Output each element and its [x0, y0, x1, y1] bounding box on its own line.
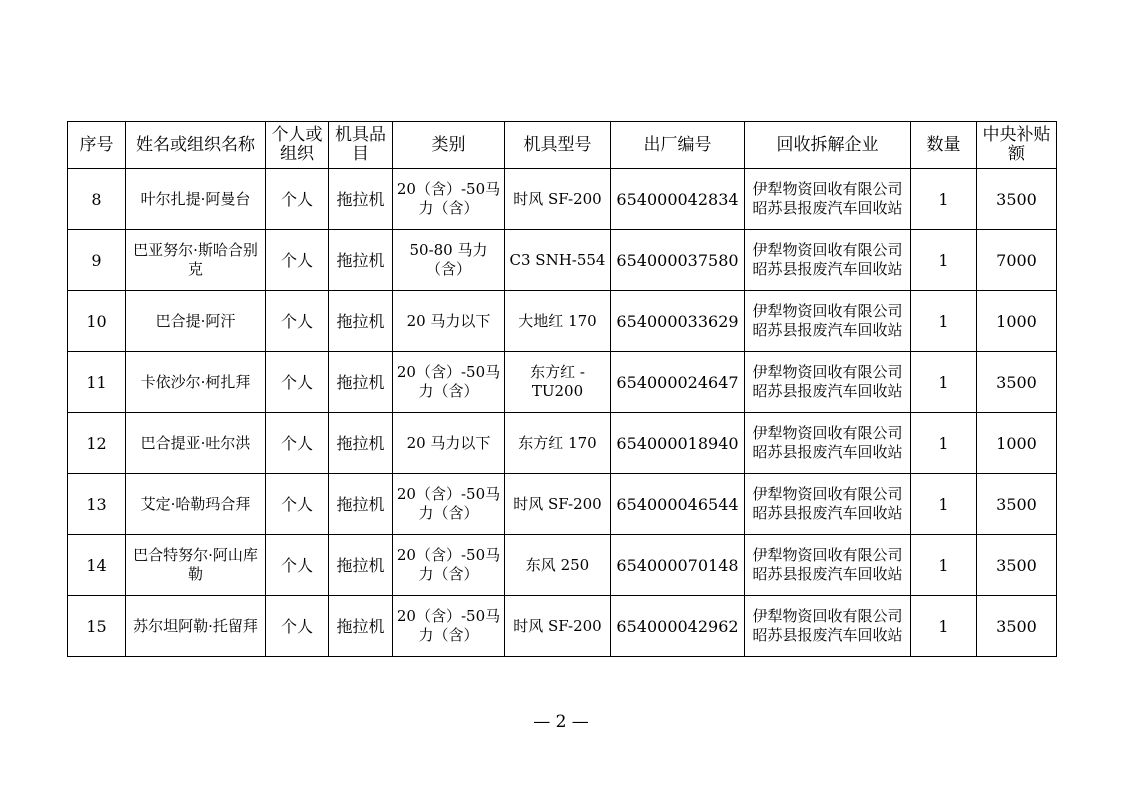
- cell-company: 伊犁物资回收有限公司昭苏县报废汽车回收站: [745, 535, 911, 596]
- header-qty: 数量: [911, 122, 977, 169]
- cell-company: 伊犁物资回收有限公司昭苏县报废汽车回收站: [745, 352, 911, 413]
- cell-seq: 13: [68, 474, 126, 535]
- cell-seq: 10: [68, 291, 126, 352]
- cell-category: 20（含）-50马力（含）: [393, 535, 505, 596]
- cell-subsidy: 3500: [977, 352, 1057, 413]
- cell-category: 50-80 马力（含）: [393, 230, 505, 291]
- cell-serial: 654000018940: [611, 413, 745, 474]
- table-header-row: [68, 122, 1057, 169]
- header-serial: 出厂编号: [611, 122, 745, 169]
- cell-qty: 1: [911, 413, 977, 474]
- cell-model: 东方红 170: [505, 413, 611, 474]
- page-number: — 2 —: [533, 712, 589, 732]
- cell-name: 巴合特努尔·阿山库勒: [126, 535, 266, 596]
- cell-name: 艾定·哈勒玛合拜: [126, 474, 266, 535]
- cell-name: 巴合提·阿汗: [126, 291, 266, 352]
- cell-seq: 11: [68, 352, 126, 413]
- cell-item: 拖拉机: [329, 474, 393, 535]
- cell-subsidy: 7000: [977, 230, 1057, 291]
- cell-model: 东风 250: [505, 535, 611, 596]
- cell-item: 拖拉机: [329, 535, 393, 596]
- cell-type: 个人: [266, 169, 329, 230]
- cell-serial: 654000042834: [611, 169, 745, 230]
- table-row: [68, 535, 1057, 596]
- cell-item: 拖拉机: [329, 169, 393, 230]
- cell-company: 伊犁物资回收有限公司昭苏县报废汽车回收站: [745, 169, 911, 230]
- cell-item: 拖拉机: [329, 291, 393, 352]
- cell-seq: 15: [68, 596, 126, 657]
- header-seq: 序号: [68, 122, 126, 169]
- cell-seq: 9: [68, 230, 126, 291]
- cell-seq: 8: [68, 169, 126, 230]
- cell-item: 拖拉机: [329, 230, 393, 291]
- cell-item: 拖拉机: [329, 352, 393, 413]
- cell-qty: 1: [911, 230, 977, 291]
- cell-qty: 1: [911, 169, 977, 230]
- cell-model: 时风 SF-200: [505, 474, 611, 535]
- table-row: [68, 596, 1057, 657]
- cell-serial: 654000042962: [611, 596, 745, 657]
- cell-serial: 654000033629: [611, 291, 745, 352]
- cell-type: 个人: [266, 230, 329, 291]
- cell-subsidy: 1000: [977, 291, 1057, 352]
- table-row: [68, 413, 1057, 474]
- cell-company: 伊犁物资回收有限公司昭苏县报废汽车回收站: [745, 596, 911, 657]
- table-row: [68, 230, 1057, 291]
- cell-company: 伊犁物资回收有限公司昭苏县报废汽车回收站: [745, 291, 911, 352]
- cell-subsidy: 3500: [977, 596, 1057, 657]
- table-body: [68, 169, 1057, 657]
- cell-category: 20（含）-50马力（含）: [393, 596, 505, 657]
- cell-qty: 1: [911, 291, 977, 352]
- cell-category: 20（含）-50马力（含）: [393, 169, 505, 230]
- cell-type: 个人: [266, 352, 329, 413]
- cell-name: 卡依沙尔·柯扎拜: [126, 352, 266, 413]
- header-subsidy: 中央补贴额: [977, 122, 1057, 169]
- cell-type: 个人: [266, 291, 329, 352]
- cell-category: 20（含）-50马力（含）: [393, 352, 505, 413]
- cell-serial: 654000037580: [611, 230, 745, 291]
- cell-company: 伊犁物资回收有限公司昭苏县报废汽车回收站: [745, 474, 911, 535]
- table-row: [68, 352, 1057, 413]
- cell-qty: 1: [911, 352, 977, 413]
- cell-serial: 654000070148: [611, 535, 745, 596]
- cell-category: 20 马力以下: [393, 413, 505, 474]
- cell-subsidy: 3500: [977, 169, 1057, 230]
- table-row: [68, 474, 1057, 535]
- cell-model: 东方红 -TU200: [505, 352, 611, 413]
- cell-qty: 1: [911, 474, 977, 535]
- cell-seq: 12: [68, 413, 126, 474]
- cell-name: 苏尔坦阿勒·托留拜: [126, 596, 266, 657]
- cell-model: C3 SNH-554: [505, 230, 611, 291]
- cell-model: 时风 SF-200: [505, 596, 611, 657]
- header-name: 姓名或组织名称: [126, 122, 266, 169]
- cell-type: 个人: [266, 413, 329, 474]
- header-company: 回收拆解企业: [745, 122, 911, 169]
- table-row: [68, 291, 1057, 352]
- cell-serial: 654000046544: [611, 474, 745, 535]
- header-model: 机具型号: [505, 122, 611, 169]
- cell-qty: 1: [911, 535, 977, 596]
- cell-subsidy: 3500: [977, 474, 1057, 535]
- cell-model: 大地红 170: [505, 291, 611, 352]
- cell-type: 个人: [266, 535, 329, 596]
- cell-type: 个人: [266, 596, 329, 657]
- cell-type: 个人: [266, 474, 329, 535]
- subsidy-table: [67, 121, 1057, 657]
- cell-subsidy: 3500: [977, 535, 1057, 596]
- cell-name: 巴合提亚·吐尔洪: [126, 413, 266, 474]
- header-type: 个人或组织: [266, 122, 329, 169]
- cell-model: 时风 SF-200: [505, 169, 611, 230]
- cell-name: 巴亚努尔·斯哈合别克: [126, 230, 266, 291]
- cell-subsidy: 1000: [977, 413, 1057, 474]
- cell-category: 20（含）-50马力（含）: [393, 474, 505, 535]
- header-item: 机具品目: [329, 122, 393, 169]
- table-row: [68, 169, 1057, 230]
- header-category: 类别: [393, 122, 505, 169]
- cell-item: 拖拉机: [329, 413, 393, 474]
- cell-serial: 654000024647: [611, 352, 745, 413]
- cell-qty: 1: [911, 596, 977, 657]
- cell-category: 20 马力以下: [393, 291, 505, 352]
- cell-company: 伊犁物资回收有限公司昭苏县报废汽车回收站: [745, 230, 911, 291]
- cell-seq: 14: [68, 535, 126, 596]
- cell-company: 伊犁物资回收有限公司昭苏县报废汽车回收站: [745, 413, 911, 474]
- cell-item: 拖拉机: [329, 596, 393, 657]
- cell-name: 叶尔扎提·阿曼台: [126, 169, 266, 230]
